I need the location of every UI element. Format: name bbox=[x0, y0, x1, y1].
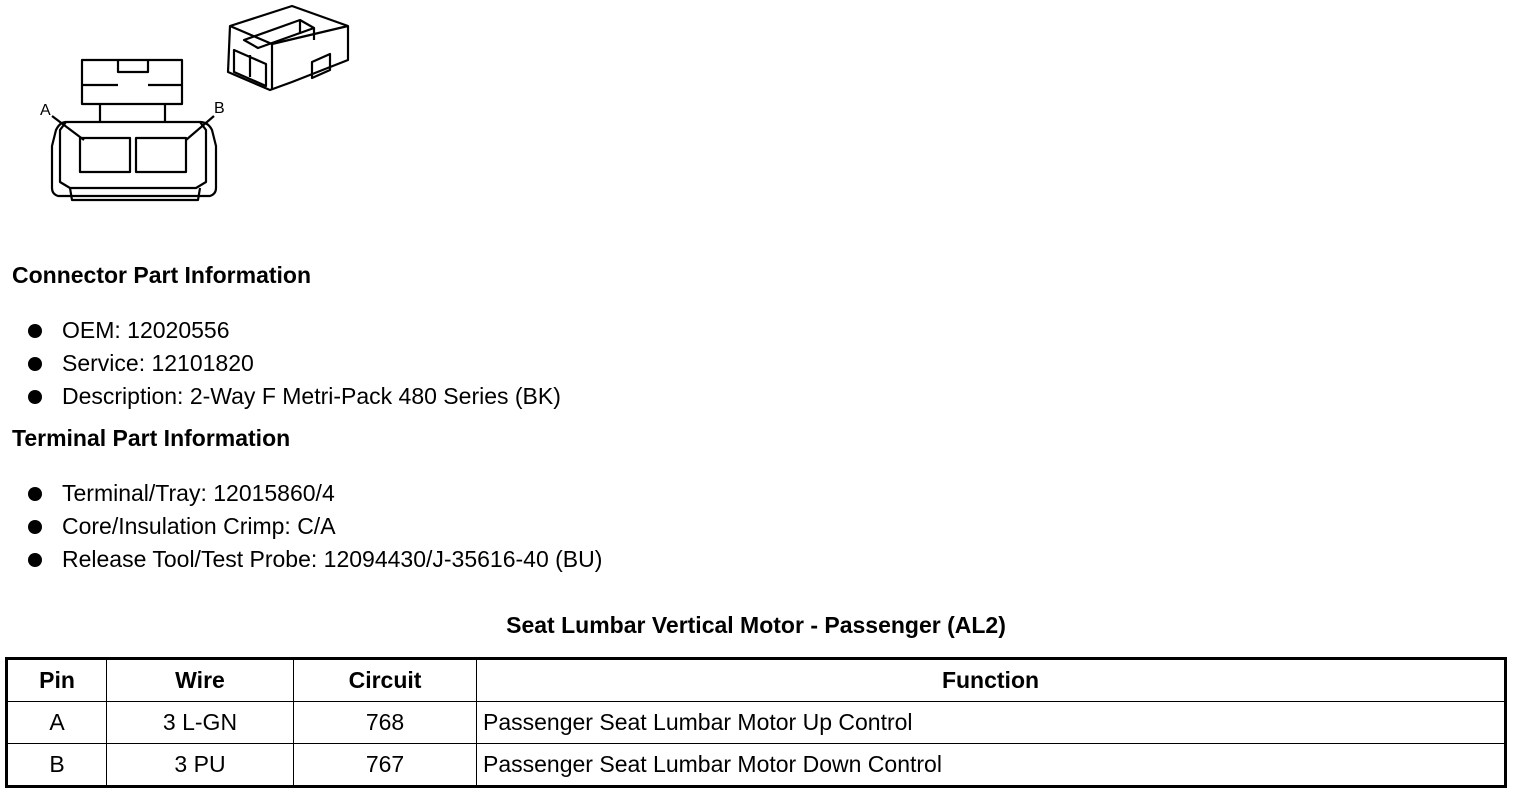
header-wire: Wire bbox=[107, 659, 294, 702]
connector-illustration bbox=[0, 0, 370, 215]
cell-pin: B bbox=[7, 744, 107, 787]
pin-b-label: B bbox=[214, 100, 225, 117]
connector-part-info-heading: Connector Part Information bbox=[12, 262, 312, 288]
cavity-b bbox=[136, 138, 186, 172]
cell-pin: A bbox=[7, 702, 107, 744]
cell-wire: 3 L-GN bbox=[107, 702, 294, 744]
cell-function: Passenger Seat Lumbar Motor Down Control bbox=[477, 744, 1506, 787]
connector-part-info-list bbox=[28, 314, 561, 413]
list-item: Service: 12101820 bbox=[28, 347, 561, 380]
cell-circuit: 768 bbox=[294, 702, 477, 744]
list-item: OEM: 12020556 bbox=[28, 314, 561, 347]
table-row bbox=[7, 702, 1506, 744]
cell-wire: 3 PU bbox=[107, 744, 294, 787]
list-item: Core/Insulation Crimp: C/A bbox=[28, 510, 602, 543]
connector-latch bbox=[82, 60, 182, 104]
list-item: Terminal/Tray: 12015860/4 bbox=[28, 477, 602, 510]
list-item: Description: 2-Way F Metri-Pack 480 Series (BK) bbox=[28, 380, 561, 413]
connector-body bbox=[60, 122, 206, 188]
pin-a-label: A bbox=[40, 102, 51, 119]
cavity-a bbox=[80, 138, 130, 172]
header-function: Function bbox=[477, 659, 1506, 702]
pin-table-title: Seat Lumbar Vertical Motor - Passenger (AL2) bbox=[506, 612, 1006, 638]
terminal-part-info-heading: Terminal Part Information bbox=[12, 425, 291, 451]
header-pin: Pin bbox=[7, 659, 107, 702]
terminal-part-info-list bbox=[28, 477, 602, 576]
table-row bbox=[7, 744, 1506, 787]
cell-circuit: 767 bbox=[294, 744, 477, 787]
header-circuit: Circuit bbox=[294, 659, 477, 702]
table-header-row bbox=[7, 659, 1506, 702]
list-item: Release Tool/Test Probe: 12094430/J-35616-40 (BU) bbox=[28, 543, 602, 576]
pin-table bbox=[5, 657, 1507, 788]
cell-function: Passenger Seat Lumbar Motor Up Control bbox=[477, 702, 1506, 744]
